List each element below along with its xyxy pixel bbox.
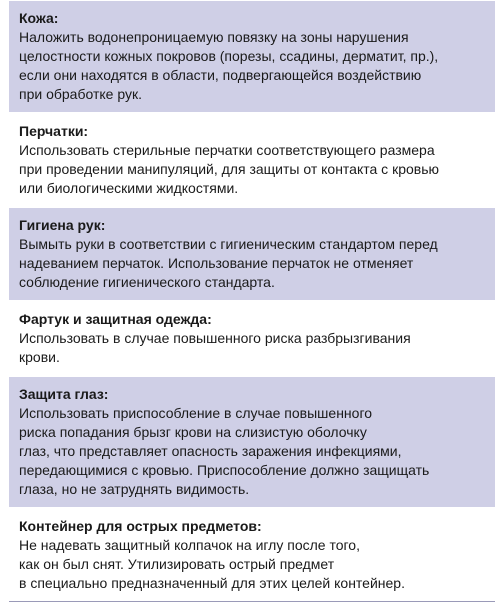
text-line: целостности кожных покровов (порезы, ссадины, дерматит, пр.), <box>19 48 439 64</box>
text-line: если они находятся в области, подвергающейся воздействию <box>19 67 422 83</box>
section-text <box>19 536 485 593</box>
section-skin <box>9 1 495 112</box>
text-line: Наложить водонепроницаемую повязку на зоны нарушения <box>19 29 409 45</box>
section-title: Кожа: <box>19 10 59 26</box>
precautions-table <box>9 1 495 602</box>
text-line: глаза, но не затруднять видимость. <box>19 481 250 497</box>
section-text <box>19 404 485 499</box>
text-line: риска попадания брызг крови на слизистую оболочку <box>19 424 367 440</box>
section-title: Перчатки: <box>19 123 89 139</box>
text-line: передающимися с кровью. Приспособление должно защищать <box>19 462 430 478</box>
text-line: соблюдение гигиенического стандарта. <box>19 274 275 290</box>
text-line: глаз, что представляет опасность заражения инфекциями, <box>19 443 402 459</box>
text-line: как он был снят. Утилизировать острый предмет <box>19 556 335 572</box>
section-text <box>19 141 485 198</box>
text-line: в специально предназначенный для этих целей контейнер. <box>19 575 405 591</box>
text-line: Использовать в случае повышенного риска разбрызгивания <box>19 330 411 346</box>
text-line: Не надевать защитный колпачок на иглу после того, <box>19 537 360 553</box>
section-text <box>19 329 485 367</box>
section-title: Фартук и защитная одежда: <box>19 311 212 327</box>
text-line: крови. <box>19 349 60 365</box>
section-title: Гигиена рук: <box>19 217 106 233</box>
section-gloves <box>9 112 495 206</box>
text-line: при проведении манипуляций, для защиты от контакта с кровью <box>19 161 439 177</box>
text-line: Вымыть руки в соответствии с гигиеническим стандартом перед <box>19 236 438 252</box>
section-text <box>19 235 485 292</box>
text-line: надеванием перчаток. Использование перчаток не отменяет <box>19 255 414 271</box>
section-eye-protection <box>9 375 495 507</box>
section-apron <box>9 300 495 375</box>
section-text <box>19 28 485 104</box>
section-sharps-container <box>9 507 495 601</box>
section-title: Контейнер для острых предметов: <box>19 518 262 534</box>
section-title: Защита глаз: <box>19 386 109 402</box>
text-line: Использовать стерильные перчатки соответствующего размера <box>19 142 435 158</box>
text-line: или биологическими жидкостями. <box>19 180 239 196</box>
section-hand-hygiene <box>9 206 495 300</box>
text-line: Использовать приспособление в случае повышенного <box>19 405 373 421</box>
text-line: при обработке рук. <box>19 86 142 102</box>
